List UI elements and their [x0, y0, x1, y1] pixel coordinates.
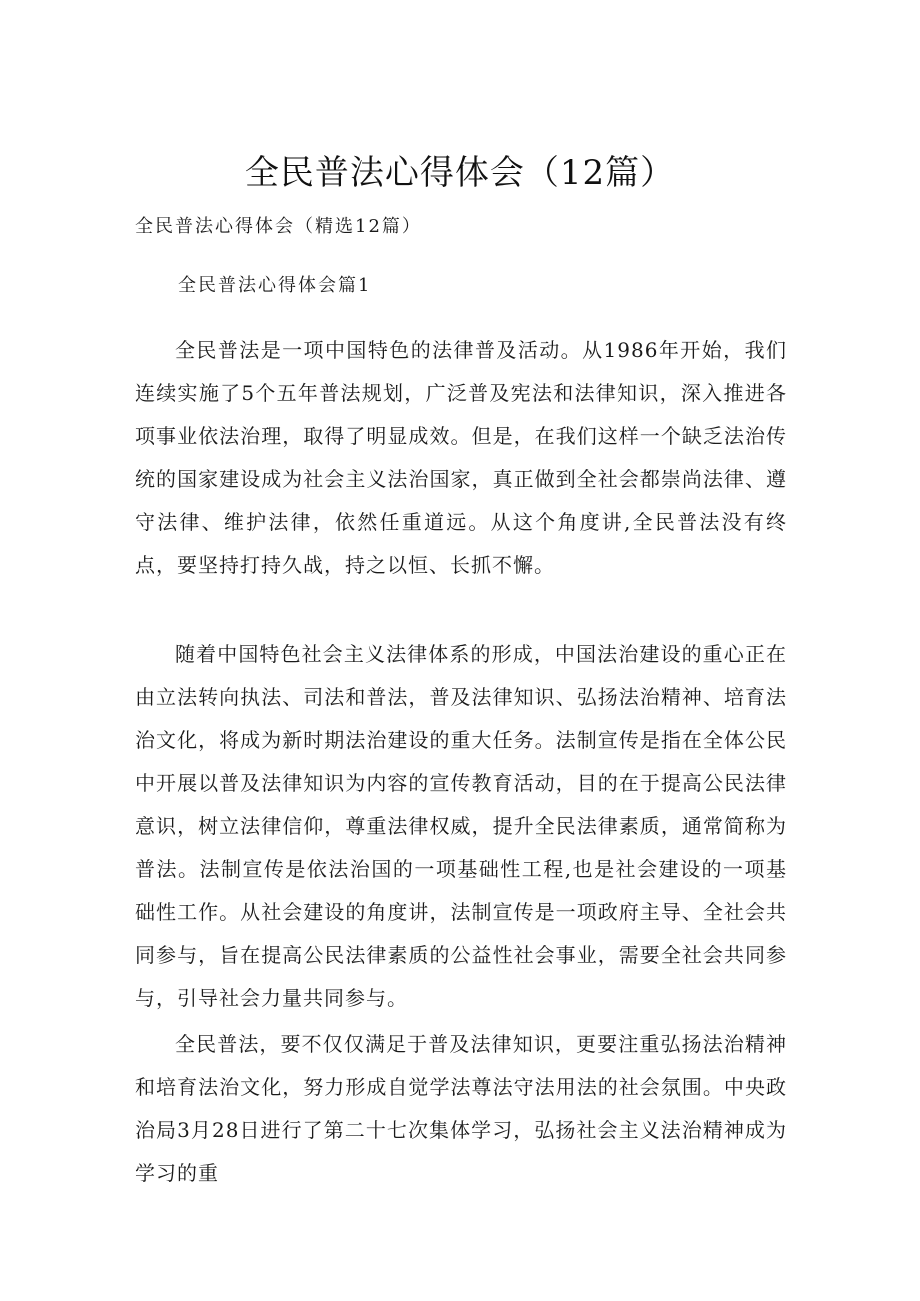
- section-heading: 全民普法心得体会篇1: [178, 275, 372, 296]
- body-paragraph-3: 全民普法，要不仅仅满足于普及法律知识，更要注重弘扬法治精神和培育法治文化，努力形成自觉学法尊法守法用法的社会氛围。中央政治局3月28日进行了第二十七次集体学习，弘扬社会主义法治精神成为学习的重: [135, 1032, 787, 1185]
- document-title: 全民普法心得体会（12篇）: [244, 153, 676, 193]
- body-paragraph-1: 全民普法是一项中国特色的法律普及活动。从1986年开始，我们连续实施了5个五年普法规划，广泛普及宪法和法律知识，深入推进各项事业依法治理，取得了明显成效。但是，在我们这样一个缺乏法治传统的国家建设成为社会主义法治国家，真正做到全社会都崇尚法律、遵守法律、维护法律，依然任重道远。从这个角度讲,全民普法没有终点，要坚持打持久战，持之以恒、长抓不懈。: [135, 338, 787, 577]
- body-paragraph-2: 随着中国特色社会主义法律体系的形成，中国法治建设的重心正在由立法转向执法、司法和普法，普及法律知识、弘扬法治精神、培育法治文化，将成为新时期法治建设的重大任务。法制宣传是指在全体公民中开展以普及法律知识为内容的宣传教育活动，目的在于提高公民法律意识，树立法律信仰，尊重法律权威，提升全民法律素质，通常简称为普法。法制宣传是依法治国的一项基础性工程,也是社会建设的一项基础性工作。从社会建设的角度讲，法制宣传是一项政府主导、全社会共同参与，旨在提高公民法律素质的公益性社会事业，需要全社会共同参与，引导社会力量共同参与。: [135, 642, 787, 1010]
- document-subtitle: 全民普法心得体会（精选12篇）: [135, 216, 422, 237]
